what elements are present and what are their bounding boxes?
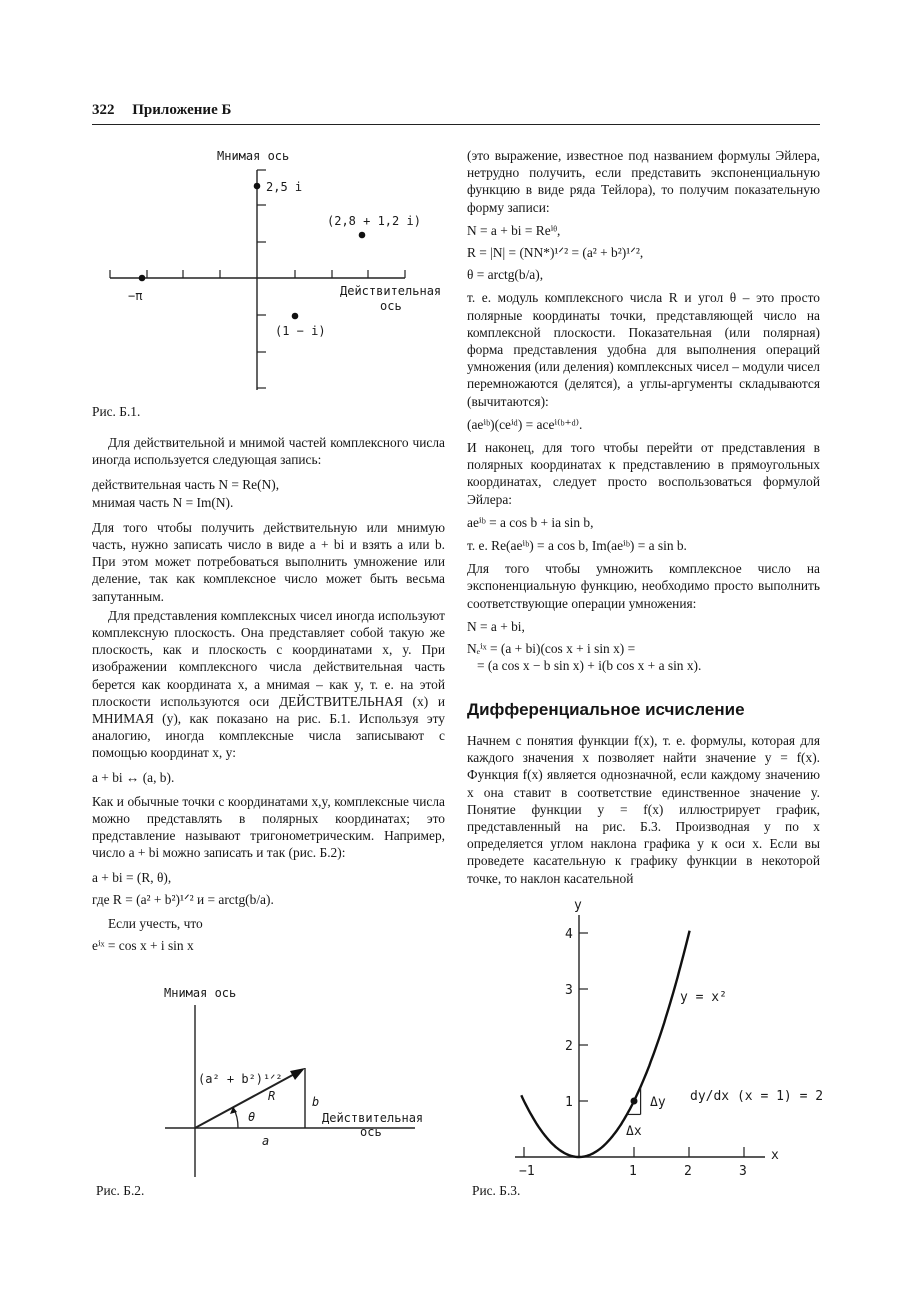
running-header — [92, 102, 820, 119]
fig3-caption: Рис. Б.3. — [472, 1183, 521, 1198]
right-paragraph-1: (это выражение, известное под названием формулы Эйлера, нетрудно получить, если представить экспоненциальную функцию в виде ряда Тейлора), то получим показательную форму записи: — [467, 148, 820, 215]
left-paragraph-4: Как и обычные точки с координатами x,y, комплексные числа можно представлять в полярных координатах; это представление называют тригонометрическим. Например, число a + bi можно записать и так (рис. Б.2): — [92, 793, 445, 861]
fig2-label-a: a — [262, 1134, 270, 1148]
y-tick-label: 1 — [565, 1095, 573, 1110]
left-formula-5: eⁱˣ = cos x + i sin x — [92, 938, 194, 954]
fig1-imag-axis-label: Мнимая ось — [217, 149, 290, 163]
fig1-label-1-minus-i: (1 − i) — [275, 324, 326, 338]
fig1-real-axis-label-1: Действительная — [340, 284, 442, 298]
left-formula-1b: мнимая часть N = Im(N). — [92, 494, 234, 510]
fig1-point-1-minus-i — [292, 313, 299, 320]
y-tick-label: 2 — [565, 1039, 573, 1054]
header-rule — [92, 124, 820, 125]
fig1-vertical-ticks — [257, 170, 266, 388]
left-column — [92, 434, 445, 954]
fig1-point-minus-pi — [139, 275, 146, 282]
right-column-lower — [467, 732, 820, 887]
left-formula-2: a + bi ↔ (a, b). — [92, 769, 175, 785]
fig3-tangent-point — [631, 1098, 638, 1105]
fig1-point-2-8 — [359, 232, 366, 239]
x-tick-label: 1 — [629, 1164, 637, 1179]
right-formula-8: Nₑⁱˣ = (a + bi)(cos x + i sin x) = — [467, 641, 636, 657]
section-title: Дифференциальное исчисление — [467, 700, 745, 719]
fig2-label-R: R — [268, 1089, 276, 1103]
fig2-label-theta: θ — [248, 1110, 256, 1124]
fig3-x-axis-label: x — [771, 1148, 779, 1163]
right-formula-5: aeⁱᵇ = a cos b + ia sin b, — [467, 514, 594, 530]
fig3-derivative-label: dy/dx (x = 1) = 2 — [690, 1089, 824, 1104]
left-paragraph-1: Для действительной и мнимой частей комплексного числа иногда используется следующая запись: — [92, 435, 445, 468]
right-paragraph-2: т. е. модуль комплексного числа R и угол θ – это просто полярные координаты точки, представляющей число на комплексной плоскости. Показательная (или полярная) форма представления удобна для выполнения операций умножения (или деления) комплексных чисел – модули чисел перемножаются (делятся), а углы-аргументы складываются (вычитаются): — [467, 290, 820, 409]
fig1-caption: Рис. Б.1. — [92, 404, 141, 419]
left-paragraph-3: Для представления комплексных чисел иногда используют комплексную плоскость. Она представляет собой такую же плоскость, как и плоскость с координатами x, y. При изображении комплексного числа действительная часть берется как координата x, а мнимая – как y, т. е. на этой плоскости используются оси ДЕЙСТВИТЕЛЬНАЯ (x) и МНИМАЯ (y), как показано на рис. Б.1. Используя эту аналогию, иногда комплексные числа записывают с помощью координат x, y: — [92, 607, 445, 761]
y-tick-label: 4 — [565, 927, 573, 942]
fig3-y-axis-label: y — [574, 898, 582, 913]
fig2-real-axis-label-1: Действительная — [322, 1111, 424, 1125]
fig2-caption: Рис. Б.2. — [96, 1183, 145, 1198]
left-paragraph-2: Для того чтобы получить действительную или мнимую часть, нужно записать число в виде a + bi и взять a или b. При этом может потребоваться выполнить умножение или деление, так как комплексное число может быть весьма запутанным. — [92, 519, 445, 604]
fig3-curve-x-squared — [521, 931, 689, 1157]
chapter-title: Приложение Б — [132, 102, 232, 118]
left-formula-3: a + bi = (R, θ), — [92, 869, 172, 885]
right-formula-1: N = a + bi = Reⁱᶿ, — [467, 222, 561, 238]
fig1-point-2-5i — [254, 183, 261, 190]
fig3-dy-label: Δy — [650, 1095, 666, 1110]
y-tick-label: 3 — [565, 983, 573, 998]
right-paragraph-4: Для того чтобы умножить комплексное число на экспоненциальную функцию, необходимо просто выполнить соответствующие операции умножения: — [467, 561, 820, 611]
right-formula-7: N = a + bi, — [467, 618, 525, 634]
right-formula-3: θ = arctg(b/a), — [467, 267, 544, 283]
right-formula-6: т. е. Re(aeⁱᵇ) = a cos b, Im(aeⁱᵇ) = a sin b. — [467, 538, 687, 554]
figure-b2 — [150, 985, 430, 1185]
right-paragraph-3: И наконец, для того чтобы перейти от представления в полярных координатах к представлению в прямоугольных координатах, следует просто воспользоваться формулой Эйлера: — [467, 440, 820, 507]
right-paragraph-5: Начнем с понятия функции f(x), т. е. формулы, которая для каждого значения x позволяет найти значение y = f(x). Функция f(x) является однозначной, если каждому значению x она ставит в соответствие единственное значение y. Понятие функции y = f(x) иллюстрирует график, представленный на рис. Б.3. Производная y по x определяется углом наклона графика y к оси x. Если вы проведете касательную к графику функции в некоторой точке, то наклон касательной — [467, 733, 820, 886]
fig1-label-2-5i: 2,5 i — [266, 180, 303, 194]
right-column — [467, 147, 820, 674]
right-formula-2: R = |N| = (NN*)¹ᐟ² = (a² + b²)¹ᐟ², — [467, 245, 644, 261]
x-tick-label: 3 — [739, 1164, 747, 1179]
x-tick-label: 2 — [684, 1164, 692, 1179]
right-formula-9: = (a cos x − b sin x) + i(b cos x + a sin x). — [477, 658, 702, 674]
left-paragraph-5: Если учесть, что — [108, 916, 203, 932]
left-formula-1a: действительная часть N = Re(N), — [92, 477, 280, 493]
fig2-arrowhead — [290, 1068, 305, 1080]
page-number: 322 — [92, 102, 115, 118]
fig2-real-axis-label-2: ось — [360, 1125, 382, 1139]
figure-b3-chart — [500, 895, 824, 1185]
fig3-curve-label: y = x² — [680, 990, 727, 1005]
fig1-label-point: (2,8 + 1,2 i) — [327, 214, 421, 228]
fig1-real-axis-label-2: ось — [380, 299, 402, 313]
x-tick-label: −1 — [519, 1164, 535, 1179]
fig1-label-minus-pi: −π — [128, 289, 143, 303]
right-formula-4: (aeⁱᵇ)(ceⁱᵈ) = aceⁱ⁽ᵇ⁺ᵈ⁾. — [467, 416, 583, 432]
fig2-imag-axis-label: Мнимая ось — [164, 986, 237, 1000]
fig3-ticks — [519, 927, 747, 1179]
fig2-label-b: b — [312, 1095, 320, 1109]
fig3-dx-label: Δx — [626, 1124, 642, 1139]
fig2-label-modulus: (a² + b²)¹ᐟ² — [198, 1072, 283, 1086]
figure-b1 — [100, 140, 445, 400]
left-formula-4: где R = (a² + b²)¹ᐟ² и = arctg(b/a). — [92, 891, 274, 907]
